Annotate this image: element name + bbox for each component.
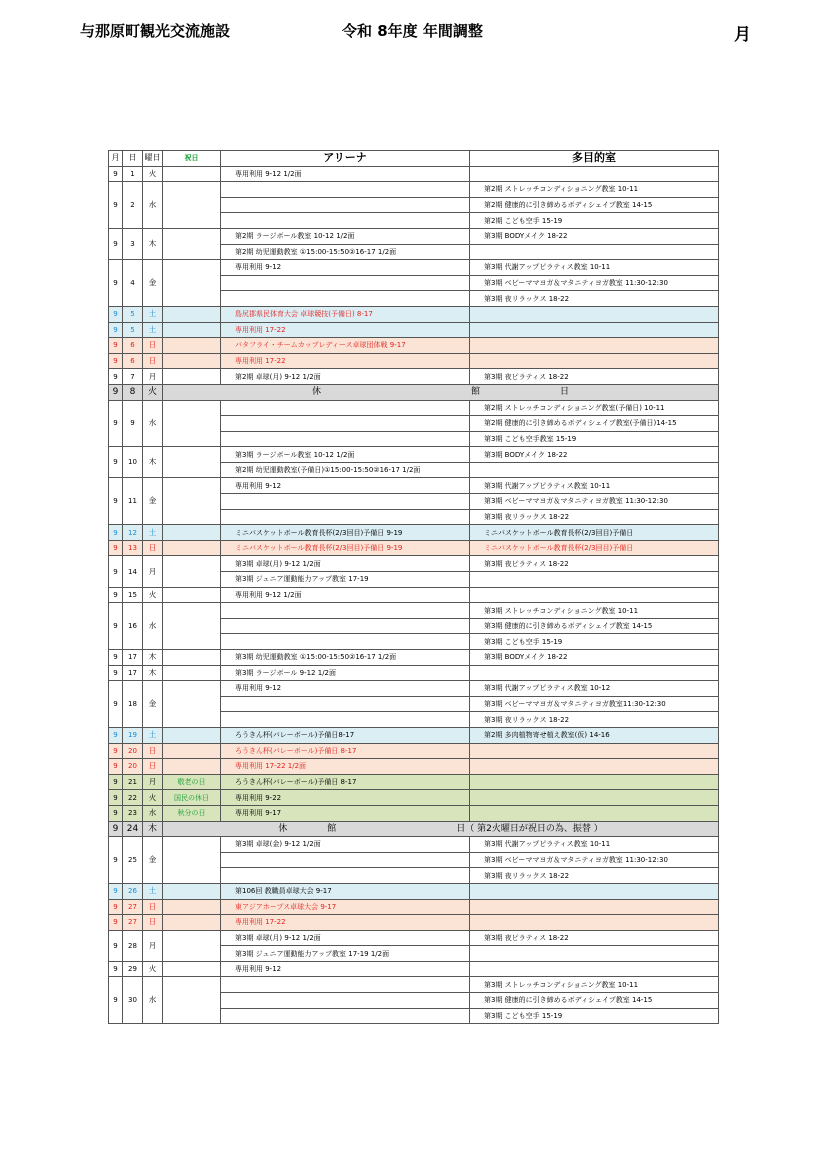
table-row bbox=[109, 338, 719, 354]
holiday-cell bbox=[163, 525, 221, 541]
arena-entry: ろうきん杯(バレーボール)予備日 8-17 bbox=[221, 743, 470, 759]
weekday-cell: 水 bbox=[143, 182, 163, 229]
arena-entry bbox=[221, 852, 470, 868]
month-cell: 9 bbox=[109, 977, 123, 1024]
room-entry: 第2期 ストレッチコンディショニング教室(予備日) 10-11 bbox=[470, 400, 719, 416]
schedule-body bbox=[109, 166, 719, 1024]
holiday-cell bbox=[163, 665, 221, 681]
weekday-cell: 木 bbox=[143, 447, 163, 478]
month-cell: 9 bbox=[109, 790, 123, 806]
table-row bbox=[109, 525, 719, 541]
arena-entry: ろうきん杯(バレーボール)予備日 8-17 bbox=[221, 774, 470, 790]
closed-text: 休 bbox=[278, 823, 288, 834]
room-entry bbox=[470, 790, 719, 806]
day-cell: 27 bbox=[123, 915, 143, 931]
day-cell: 26 bbox=[123, 883, 143, 899]
room-entry: 第3期 ベビーママヨガ＆マタニティヨガ教室11:30-12:30 bbox=[470, 696, 719, 712]
holiday-cell bbox=[163, 338, 221, 354]
weekday-cell: 木 bbox=[143, 650, 163, 666]
room-entry bbox=[470, 462, 719, 478]
holiday-cell bbox=[163, 603, 221, 650]
holiday-cell bbox=[163, 837, 221, 884]
arena-entry: 専用利用 9-12 1/2面 bbox=[221, 166, 470, 182]
arena-entry: 島尻郡県民体育大会 卓球競技(予備日) 8-17 bbox=[221, 306, 470, 322]
room-entry: 第3期 夜リラックス 18-22 bbox=[470, 712, 719, 728]
room-entry: 第3期 夜リラックス 18-22 bbox=[470, 868, 719, 884]
holiday-cell bbox=[163, 587, 221, 603]
day-cell: 27 bbox=[123, 899, 143, 915]
month-cell: 9 bbox=[109, 961, 123, 977]
closed-day-row bbox=[109, 384, 719, 400]
holiday-cell bbox=[163, 322, 221, 338]
room-entry bbox=[470, 805, 719, 821]
room-entry bbox=[470, 899, 719, 915]
closed-text: 休 bbox=[311, 387, 321, 398]
month-cell: 9 bbox=[109, 759, 123, 775]
weekday-cell: 金 bbox=[143, 681, 163, 728]
col-day: 日 bbox=[123, 151, 143, 167]
table-row bbox=[109, 400, 719, 416]
day-cell: 13 bbox=[123, 540, 143, 556]
weekday-cell: 月 bbox=[143, 930, 163, 961]
room-entry: 第3期 BODYメイク 18-22 bbox=[470, 228, 719, 244]
table-row bbox=[109, 805, 719, 821]
room-entry bbox=[470, 743, 719, 759]
holiday-cell bbox=[163, 743, 221, 759]
holiday-cell bbox=[163, 369, 221, 385]
room-entry: 第3期 代謝アップピラティス教室 10-11 bbox=[470, 837, 719, 853]
day-cell: 4 bbox=[123, 260, 143, 307]
month-cell: 9 bbox=[109, 650, 123, 666]
weekday-cell: 日 bbox=[143, 915, 163, 931]
closed-text: 日 bbox=[560, 387, 570, 398]
room-entry: 第3期 こども空手 15-19 bbox=[470, 1008, 719, 1024]
arena-entry: 第2期 ラージボール教室 10-12 1/2面 bbox=[221, 228, 470, 244]
day-cell: 11 bbox=[123, 478, 143, 525]
weekday-cell: 水 bbox=[143, 977, 163, 1024]
room-entry: 第2期 健康的に引き締めるボディシェイプ教室 14-15 bbox=[470, 197, 719, 213]
closed-text: 日（ 第2火曜日が祝日の為、振替 ） bbox=[456, 823, 603, 834]
month-cell: 9 bbox=[109, 525, 123, 541]
month-cell: 9 bbox=[109, 805, 123, 821]
table-row bbox=[109, 681, 719, 697]
room-entry bbox=[470, 883, 719, 899]
arena-entry bbox=[221, 696, 470, 712]
holiday-cell bbox=[163, 447, 221, 478]
table-row bbox=[109, 587, 719, 603]
month-cell: 9 bbox=[109, 306, 123, 322]
month-cell: 9 bbox=[109, 353, 123, 369]
month-cell: 9 bbox=[109, 369, 123, 385]
table-row bbox=[109, 447, 719, 463]
month-cell: 9 bbox=[109, 915, 123, 931]
holiday-cell bbox=[163, 759, 221, 775]
weekday-cell: 金 bbox=[143, 478, 163, 525]
arena-entry: 第3期 卓球(金) 9-12 1/2面 bbox=[221, 837, 470, 853]
holiday-cell bbox=[163, 478, 221, 525]
weekday-cell: 火 bbox=[143, 961, 163, 977]
day-cell: 17 bbox=[123, 665, 143, 681]
room-entry: 第3期 ストレッチコンディショニング教室 10-11 bbox=[470, 977, 719, 993]
table-row bbox=[109, 369, 719, 385]
day-cell: 20 bbox=[123, 743, 143, 759]
day-cell: 3 bbox=[123, 228, 143, 259]
month-cell: 9 bbox=[109, 821, 123, 837]
room-entry: 第3期 BODYメイク 18-22 bbox=[470, 447, 719, 463]
room-entry bbox=[470, 774, 719, 790]
arena-entry: 専用利用 9-12 bbox=[221, 681, 470, 697]
month-cell: 9 bbox=[109, 384, 123, 400]
table-row bbox=[109, 727, 719, 743]
room-entry bbox=[470, 915, 719, 931]
col-month: 月 bbox=[109, 151, 123, 167]
room-entry: 第3期 ベビーママヨガ＆マタニティヨガ教室 11:30-12:30 bbox=[470, 852, 719, 868]
holiday-cell bbox=[163, 400, 221, 447]
arena-entry: ミニバスケットボール教育長杯(2/3回目)予備日 9-19 bbox=[221, 540, 470, 556]
weekday-cell: 土 bbox=[143, 322, 163, 338]
day-cell: 6 bbox=[123, 338, 143, 354]
table-row bbox=[109, 182, 719, 198]
holiday-cell bbox=[163, 961, 221, 977]
day-cell: 7 bbox=[123, 369, 143, 385]
arena-entry: 第3期 ジュニア運動能力アップ教室 17-19 1/2面 bbox=[221, 946, 470, 962]
room-entry: ミニバスケットボール教育長杯(2/3回目)予備日 bbox=[470, 525, 719, 541]
arena-entry bbox=[221, 400, 470, 416]
month-cell: 9 bbox=[109, 166, 123, 182]
room-entry bbox=[470, 353, 719, 369]
weekday-cell: 木 bbox=[143, 228, 163, 259]
day-cell: 22 bbox=[123, 790, 143, 806]
arena-entry: 第3期 卓球(月) 9-12 1/2面 bbox=[221, 556, 470, 572]
weekday-cell: 月 bbox=[143, 369, 163, 385]
arena-entry: 専用利用 9-12 bbox=[221, 478, 470, 494]
day-cell: 1 bbox=[123, 166, 143, 182]
arena-entry: 第3期 ジュニア運動能力アップ教室 17-19 bbox=[221, 572, 470, 588]
holiday-cell: 秋分の日 bbox=[163, 805, 221, 821]
month-cell: 9 bbox=[109, 774, 123, 790]
arena-entry: 専用利用 9-12 1/2面 bbox=[221, 587, 470, 603]
holiday-cell bbox=[163, 540, 221, 556]
room-entry bbox=[470, 244, 719, 260]
day-cell: 10 bbox=[123, 447, 143, 478]
weekday-cell: 日 bbox=[143, 353, 163, 369]
month-cell: 9 bbox=[109, 665, 123, 681]
holiday-cell bbox=[163, 930, 221, 961]
arena-entry bbox=[221, 197, 470, 213]
month-cell: 9 bbox=[109, 556, 123, 587]
room-entry: 第3期 夜ピラティス 18-22 bbox=[470, 369, 719, 385]
month-cell: 9 bbox=[109, 400, 123, 447]
schedule-table bbox=[108, 150, 719, 1024]
col-dow: 曜日 bbox=[143, 151, 163, 167]
table-row bbox=[109, 478, 719, 494]
arena-entry: 専用利用 17-22 1/2面 bbox=[221, 759, 470, 775]
table-row bbox=[109, 228, 719, 244]
arena-entry bbox=[221, 603, 470, 619]
arena-entry: 専用利用 9-12 bbox=[221, 961, 470, 977]
weekday-cell: 月 bbox=[143, 774, 163, 790]
holiday-cell bbox=[163, 977, 221, 1024]
arena-entry bbox=[221, 868, 470, 884]
room-entry: 第2期 多肉植物寄せ植え教室(仮) 14-16 bbox=[470, 727, 719, 743]
arena-entry: 専用利用 17-22 bbox=[221, 353, 470, 369]
room-entry: 第3期 夜ピラティス 18-22 bbox=[470, 930, 719, 946]
arena-entry: 第2期 卓球(月) 9-12 1/2面 bbox=[221, 369, 470, 385]
day-cell: 25 bbox=[123, 837, 143, 884]
day-cell: 30 bbox=[123, 977, 143, 1024]
table-row bbox=[109, 556, 719, 572]
weekday-cell: 水 bbox=[143, 805, 163, 821]
holiday-cell bbox=[163, 650, 221, 666]
holiday-cell bbox=[163, 556, 221, 587]
day-cell: 24 bbox=[123, 821, 143, 837]
weekday-cell: 月 bbox=[143, 556, 163, 587]
table-row bbox=[109, 961, 719, 977]
day-cell: 20 bbox=[123, 759, 143, 775]
table-row bbox=[109, 790, 719, 806]
room-entry bbox=[470, 322, 719, 338]
arena-entry bbox=[221, 291, 470, 307]
table-row bbox=[109, 837, 719, 853]
holiday-cell bbox=[163, 260, 221, 307]
arena-entry: 東アジアホープス卓球大会 9-17 bbox=[221, 899, 470, 915]
holiday-cell bbox=[163, 306, 221, 322]
arena-entry: 専用利用 17-22 bbox=[221, 915, 470, 931]
holiday-cell bbox=[163, 681, 221, 728]
weekday-cell: 火 bbox=[143, 166, 163, 182]
day-cell: 17 bbox=[123, 650, 143, 666]
document-title: 令和 8年度 年間調整 bbox=[342, 22, 483, 40]
table-row bbox=[109, 930, 719, 946]
day-cell: 5 bbox=[123, 322, 143, 338]
month-cell: 9 bbox=[109, 587, 123, 603]
room-entry: 第3期 夜リラックス 18-22 bbox=[470, 509, 719, 525]
room-entry: 第2期 ストレッチコンディショニング教室 10-11 bbox=[470, 182, 719, 198]
weekday-cell: 金 bbox=[143, 260, 163, 307]
room-entry bbox=[470, 338, 719, 354]
arena-entry: 専用利用 9-12 bbox=[221, 260, 470, 276]
table-row bbox=[109, 306, 719, 322]
closed-day-row bbox=[109, 821, 719, 837]
arena-entry bbox=[221, 1008, 470, 1024]
weekday-cell: 日 bbox=[143, 540, 163, 556]
weekday-cell: 水 bbox=[143, 400, 163, 447]
holiday-cell bbox=[163, 228, 221, 259]
month-cell: 9 bbox=[109, 883, 123, 899]
weekday-cell: 土 bbox=[143, 525, 163, 541]
weekday-cell: 土 bbox=[143, 883, 163, 899]
day-cell: 9 bbox=[123, 400, 143, 447]
room-entry bbox=[470, 587, 719, 603]
col-arena: アリーナ bbox=[221, 151, 470, 167]
room-entry: 第3期 代謝アップピラティス教室 10-12 bbox=[470, 681, 719, 697]
month-cell: 9 bbox=[109, 930, 123, 961]
arena-entry bbox=[221, 618, 470, 634]
arena-entry: バタフライ・チームカップレディース卓球団体戦 9-17 bbox=[221, 338, 470, 354]
room-entry: 第3期 夜リラックス 18-22 bbox=[470, 291, 719, 307]
arena-entry: 第3期 ラージボール教室 10-12 1/2面 bbox=[221, 447, 470, 463]
room-entry: 第3期 夜ピラティス 18-22 bbox=[470, 556, 719, 572]
weekday-cell: 日 bbox=[143, 743, 163, 759]
day-cell: 6 bbox=[123, 353, 143, 369]
arena-entry: 第2期 幼児運動教室(予備日)①15:00-15:50②16-17 1/2面 bbox=[221, 462, 470, 478]
table-row bbox=[109, 603, 719, 619]
room-entry: 第3期 ストレッチコンディショニング教室 10-11 bbox=[470, 603, 719, 619]
room-entry bbox=[470, 572, 719, 588]
arena-entry bbox=[221, 416, 470, 432]
day-cell: 19 bbox=[123, 727, 143, 743]
month-cell: 9 bbox=[109, 322, 123, 338]
closed-text: 館 bbox=[470, 387, 480, 398]
room-entry: 第3期 ベビーママヨガ＆マタニティヨガ教室 11:30-12:30 bbox=[470, 494, 719, 510]
table-row bbox=[109, 322, 719, 338]
month-cell: 9 bbox=[109, 603, 123, 650]
arena-entry: 第3期 幼児運動教室 ①15:00-15:50②16-17 1/2面 bbox=[221, 650, 470, 666]
weekday-cell: 土 bbox=[143, 306, 163, 322]
table-row bbox=[109, 899, 719, 915]
arena-entry bbox=[221, 993, 470, 1009]
col-room: 多目的室 bbox=[470, 151, 719, 167]
month-cell: 9 bbox=[109, 540, 123, 556]
room-entry: 第3期 代謝アップピラティス教室 10-11 bbox=[470, 260, 719, 276]
weekday-cell: 火 bbox=[143, 790, 163, 806]
day-cell: 12 bbox=[123, 525, 143, 541]
room-entry: 第2期 健康的に引き締めるボディシェイプ教室(予備日)14-15 bbox=[470, 416, 719, 432]
room-entry bbox=[470, 166, 719, 182]
table-row bbox=[109, 166, 719, 182]
table-row bbox=[109, 665, 719, 681]
month-cell: 9 bbox=[109, 837, 123, 884]
month-cell: 9 bbox=[109, 478, 123, 525]
month-cell: 9 bbox=[109, 447, 123, 478]
day-cell: 29 bbox=[123, 961, 143, 977]
arena-entry bbox=[221, 977, 470, 993]
weekday-cell: 水 bbox=[143, 603, 163, 650]
month-label: 月 bbox=[734, 25, 751, 45]
arena-entry: 第106回 教職員卓球大会 9-17 bbox=[221, 883, 470, 899]
table-row bbox=[109, 743, 719, 759]
arena-entry bbox=[221, 712, 470, 728]
table-row bbox=[109, 883, 719, 899]
room-entry bbox=[470, 961, 719, 977]
arena-entry bbox=[221, 182, 470, 198]
room-entry: 第3期 ベビーママヨガ＆マタニティヨガ教室 11:30-12:30 bbox=[470, 275, 719, 291]
closed-text: 館 bbox=[327, 823, 337, 834]
table-row bbox=[109, 353, 719, 369]
day-cell: 18 bbox=[123, 681, 143, 728]
table-row bbox=[109, 260, 719, 276]
weekday-cell: 木 bbox=[143, 665, 163, 681]
arena-entry: 第2期 幼児運動教室 ①15:00-15:50②16-17 1/2面 bbox=[221, 244, 470, 260]
arena-entry: ろうきん杯(バレーボール)予備日8-17 bbox=[221, 727, 470, 743]
room-entry bbox=[470, 306, 719, 322]
room-entry: 第3期 健康的に引き締めるボディシェイプ教室 14-15 bbox=[470, 993, 719, 1009]
day-cell: 23 bbox=[123, 805, 143, 821]
room-entry bbox=[470, 759, 719, 775]
month-cell: 9 bbox=[109, 743, 123, 759]
arena-entry bbox=[221, 634, 470, 650]
arena-entry: ミニバスケットボール教育長杯(2/3回目)予備日 9-19 bbox=[221, 525, 470, 541]
facility-name: 与那原町観光交流施設 bbox=[80, 22, 231, 40]
holiday-cell bbox=[163, 899, 221, 915]
table-row bbox=[109, 977, 719, 993]
room-entry: 第2期 こども空手 15-19 bbox=[470, 213, 719, 229]
holiday-cell bbox=[163, 353, 221, 369]
room-entry: 第3期 こども空手教室 15-19 bbox=[470, 431, 719, 447]
holiday-cell bbox=[163, 915, 221, 931]
month-cell: 9 bbox=[109, 182, 123, 229]
arena-entry bbox=[221, 431, 470, 447]
holiday-cell bbox=[163, 883, 221, 899]
day-cell: 28 bbox=[123, 930, 143, 961]
month-cell: 9 bbox=[109, 260, 123, 307]
arena-entry bbox=[221, 213, 470, 229]
day-cell: 21 bbox=[123, 774, 143, 790]
weekday-cell: 土 bbox=[143, 727, 163, 743]
weekday-cell: 火 bbox=[143, 587, 163, 603]
month-cell: 9 bbox=[109, 899, 123, 915]
month-cell: 9 bbox=[109, 338, 123, 354]
table-row bbox=[109, 540, 719, 556]
table-row bbox=[109, 650, 719, 666]
arena-entry bbox=[221, 509, 470, 525]
weekday-cell: 木 bbox=[143, 821, 163, 837]
month-cell: 9 bbox=[109, 727, 123, 743]
weekday-cell: 日 bbox=[143, 899, 163, 915]
holiday-cell bbox=[163, 166, 221, 182]
day-cell: 14 bbox=[123, 556, 143, 587]
holiday-cell: 敬老の日 bbox=[163, 774, 221, 790]
table-row bbox=[109, 915, 719, 931]
room-entry: 第3期 BODYメイク 18-22 bbox=[470, 650, 719, 666]
arena-entry: 専用利用 17-22 bbox=[221, 322, 470, 338]
col-holiday: 祝日 bbox=[163, 151, 221, 167]
room-entry: 第3期 こども空手 15-19 bbox=[470, 634, 719, 650]
room-entry: 第3期 代謝アップピラティス教室 10-11 bbox=[470, 478, 719, 494]
room-entry bbox=[470, 665, 719, 681]
holiday-cell bbox=[163, 727, 221, 743]
room-entry bbox=[470, 946, 719, 962]
month-cell: 9 bbox=[109, 228, 123, 259]
holiday-cell: 国民の休日 bbox=[163, 790, 221, 806]
day-cell: 2 bbox=[123, 182, 143, 229]
holiday-cell bbox=[163, 182, 221, 229]
room-entry: 第3期 健康的に引き締めるボディシェイプ教室 14-15 bbox=[470, 618, 719, 634]
arena-entry bbox=[221, 494, 470, 510]
arena-entry: 専用利用 9-17 bbox=[221, 805, 470, 821]
table-row bbox=[109, 759, 719, 775]
day-cell: 8 bbox=[123, 384, 143, 400]
weekday-cell: 火 bbox=[143, 384, 163, 400]
arena-entry: 専用利用 9-22 bbox=[221, 790, 470, 806]
table-header-row bbox=[109, 151, 719, 167]
arena-entry: 第3期 ラージボール 9-12 1/2面 bbox=[221, 665, 470, 681]
day-cell: 15 bbox=[123, 587, 143, 603]
closed-notice bbox=[163, 384, 719, 400]
weekday-cell: 日 bbox=[143, 759, 163, 775]
arena-entry bbox=[221, 275, 470, 291]
weekday-cell: 金 bbox=[143, 837, 163, 884]
arena-entry: 第3期 卓球(月) 9-12 1/2面 bbox=[221, 930, 470, 946]
room-entry: ミニバスケットボール教育長杯(2/3回目)予備日 bbox=[470, 540, 719, 556]
table-row bbox=[109, 774, 719, 790]
closed-notice bbox=[163, 821, 719, 837]
weekday-cell: 日 bbox=[143, 338, 163, 354]
day-cell: 5 bbox=[123, 306, 143, 322]
day-cell: 16 bbox=[123, 603, 143, 650]
month-cell: 9 bbox=[109, 681, 123, 728]
